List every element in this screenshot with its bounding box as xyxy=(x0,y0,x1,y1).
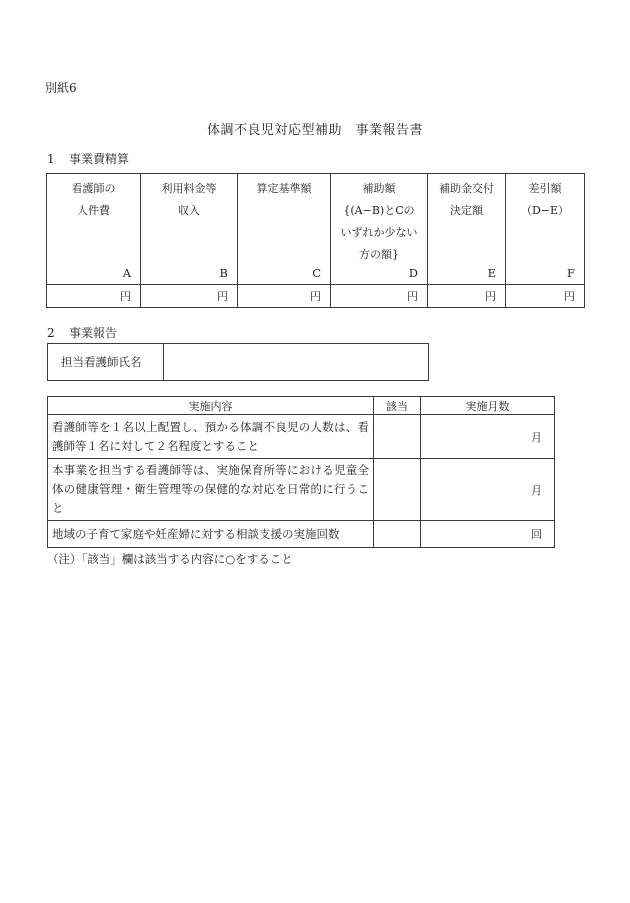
header-line: {(A−B)とCの xyxy=(343,204,415,217)
implementation-content-text: 地域の子育て家庭や妊産婦に対する相談支援の実施回数 xyxy=(48,521,374,548)
times-unit-label: 回 xyxy=(531,528,542,541)
amount-cell-a[interactable] xyxy=(47,285,141,308)
column-header-usage-fee-income xyxy=(141,174,238,285)
report-table-header-row xyxy=(48,397,555,415)
nurse-name-field[interactable] xyxy=(164,344,429,381)
times-cell[interactable] xyxy=(421,521,555,548)
header-line: いずれか少ない xyxy=(340,226,418,239)
amount-cell-d[interactable] xyxy=(331,285,428,308)
header-line: 利用料金等 xyxy=(161,182,217,195)
column-letter-e: E xyxy=(487,266,496,280)
column-header-subsidy-amount xyxy=(331,174,428,285)
column-header-applicable: 該当 xyxy=(374,397,421,415)
header-line: 収入 xyxy=(178,204,200,217)
column-letter-d: D xyxy=(408,266,418,280)
section-1-heading xyxy=(47,150,129,167)
expense-table-header-row xyxy=(47,174,585,285)
business-report-table xyxy=(47,396,555,548)
yen-unit-label: 円 xyxy=(120,290,131,303)
column-header-balance-amount xyxy=(506,174,585,285)
header-line: 看護師の xyxy=(71,182,116,195)
yen-unit-label: 円 xyxy=(217,290,228,303)
implementation-content-text: 本事業を担当する看護師等は、実施保育所等における児童全体の健康管理・衛生管理等の保健的な対応を日常的に行うこと xyxy=(48,459,374,521)
column-letter-a: A xyxy=(122,266,131,280)
footnote: （注）「該当」欄は該当する内容に○をすること xyxy=(47,552,293,566)
header-line: 補助金交付 xyxy=(439,182,494,195)
yen-unit-label: 円 xyxy=(407,290,418,303)
amount-cell-c[interactable] xyxy=(238,285,331,308)
sheet-label: 別紙6 xyxy=(45,81,77,95)
yen-unit-label: 円 xyxy=(564,290,575,303)
months-cell[interactable] xyxy=(421,415,555,459)
table-row xyxy=(48,521,555,548)
header-line: 差引額 xyxy=(528,182,562,195)
yen-unit-label: 円 xyxy=(485,290,496,303)
months-cell[interactable] xyxy=(421,459,555,521)
applicable-cell[interactable] xyxy=(374,459,421,521)
column-letter-b: B xyxy=(219,266,228,280)
table-row xyxy=(48,459,555,521)
section-1-label: 事業費精算 xyxy=(69,152,130,166)
column-header-implementation-months: 実施月数 xyxy=(421,397,555,415)
nurse-name-box xyxy=(47,343,429,381)
applicable-cell[interactable] xyxy=(374,415,421,459)
nurse-name-row xyxy=(48,344,429,381)
page-title: 体調不良児対応型補助 事業報告書 xyxy=(206,123,423,138)
month-unit-label: 月 xyxy=(531,483,542,497)
section-2-label: 事業報告 xyxy=(69,326,118,340)
amount-cell-e[interactable] xyxy=(428,285,506,308)
amount-cell-f[interactable] xyxy=(506,285,585,308)
column-letter-f: F xyxy=(567,266,575,280)
yen-unit-label: 円 xyxy=(310,290,321,303)
implementation-content-text: 看護師等を１名以上配置し、預かる体調不良児の人数は、看護師等１名に対して２名程度とすること xyxy=(48,415,374,459)
header-line: （D−E） xyxy=(520,204,570,217)
column-letter-c: C xyxy=(312,266,321,280)
applicable-cell[interactable] xyxy=(374,521,421,548)
section-2-heading xyxy=(47,324,117,341)
column-header-nurse-personnel-cost xyxy=(47,174,141,285)
header-line: 補助額 xyxy=(362,182,396,195)
nurse-name-label: 担当看護師氏名 xyxy=(48,344,164,381)
section-1-number: 1 xyxy=(47,152,55,166)
expense-settlement-table xyxy=(46,173,585,308)
column-header-calculation-standard-amount xyxy=(238,174,331,285)
expense-table-amount-row xyxy=(47,285,585,308)
header-line: 算定基準額 xyxy=(256,182,312,195)
header-line: 人件費 xyxy=(77,204,110,217)
header-line: 方の額} xyxy=(359,248,399,261)
month-unit-label: 月 xyxy=(531,430,542,444)
amount-cell-b[interactable] xyxy=(141,285,238,308)
table-row xyxy=(48,415,555,459)
column-header-implementation-content: 実施内容 xyxy=(48,397,374,415)
column-header-grant-decision-amount xyxy=(428,174,506,285)
header-line: 決定額 xyxy=(450,204,483,217)
section-2-number: 2 xyxy=(47,326,55,340)
